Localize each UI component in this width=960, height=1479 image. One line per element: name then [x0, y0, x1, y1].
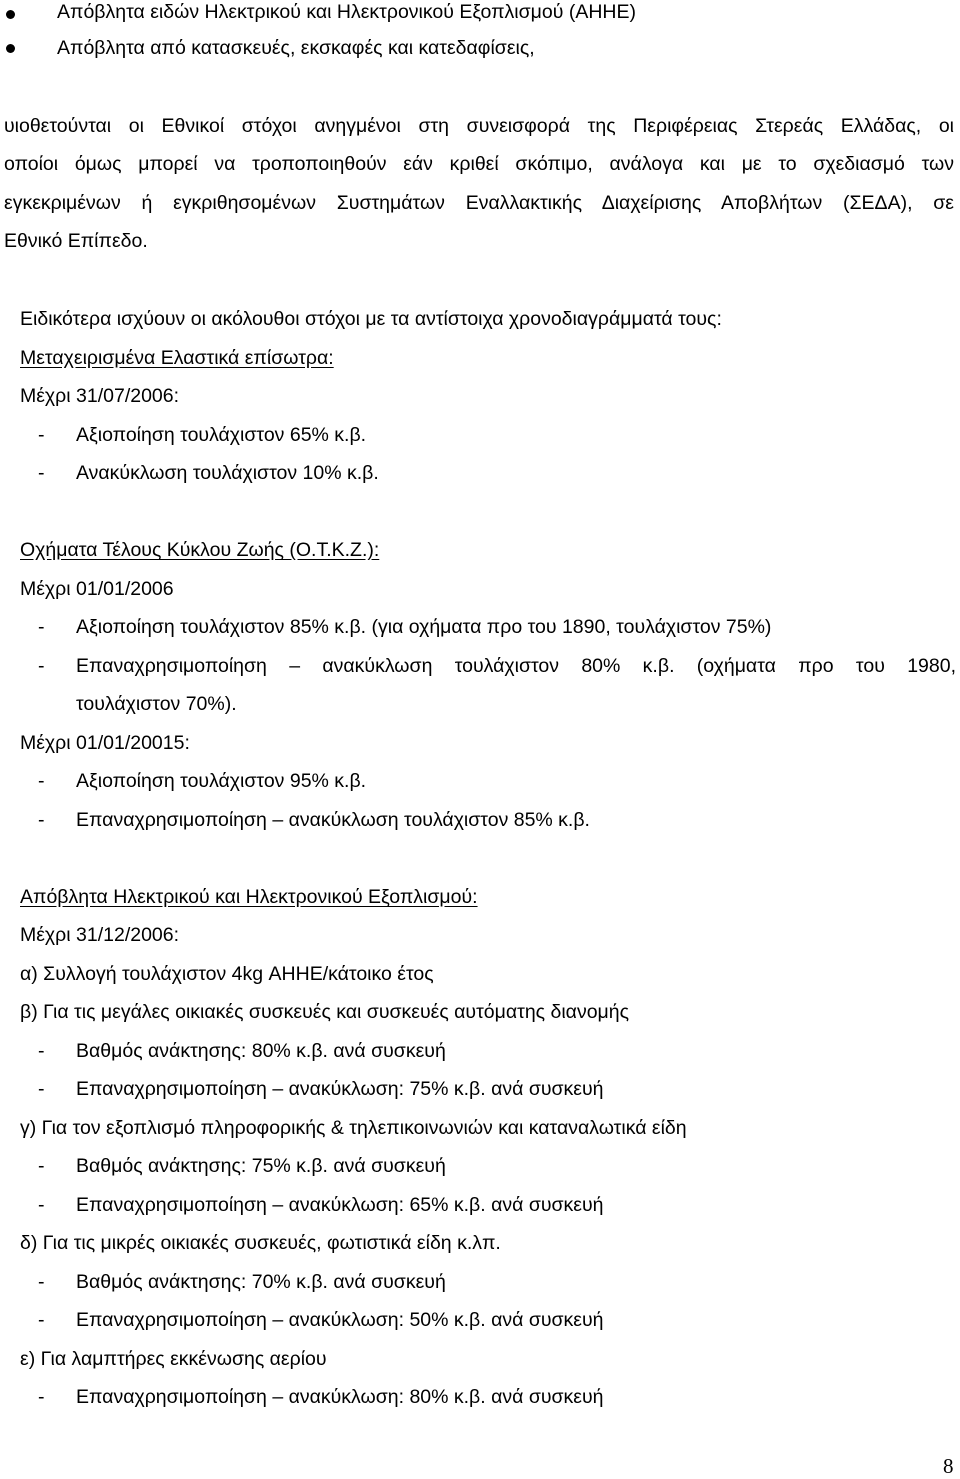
bullet-item: Απόβλητα ειδών Ηλεκτρικού και Ηλεκτρονικού Εξοπλισμού (ΑΗΗΕ)	[57, 1, 637, 23]
list-item-continuation: τουλάχιστον 70%).	[76, 693, 237, 715]
list-item: Βαθμός ανάκτησης: 70% κ.β. ανά συσκευή	[76, 1271, 446, 1293]
intro-text: Ειδικότερα ισχύουν οι ακόλουθοι στόχοι με τα αντίστοιχα χρονοδιαγράμματά τους:	[20, 308, 722, 330]
target-a: α) Συλλογή τουλάχιστον 4kg ΑΗΗΕ/κάτοικο έτος	[20, 963, 434, 985]
bullet-icon	[6, 44, 15, 53]
list-item: Αξιοποίηση τουλάχιστον 85% κ.β. (για οχήματα προ του 1890, τουλάχιστον 75%)	[76, 616, 772, 638]
section-heading-tyres: Μεταχειρισμένα Ελαστικά επίσωτρα:	[20, 347, 334, 369]
list-item: Επαναχρησιμοποίηση – ανακύκλωση: 65% κ.β. ανά συσκευή	[76, 1194, 604, 1216]
section-heading-vehicles: Οχήματα Τέλους Κύκλου Ζωής (Ο.Τ.Κ.Ζ.):	[20, 539, 380, 561]
list-item: Επαναχρησιμοποίηση – ανακύκλωση: 80% κ.β. ανά συσκευή	[76, 1386, 604, 1408]
target-b: β) Για τις μεγάλες οικιακές συσκευές και συσκευές αυτόματης διανομής	[20, 1001, 630, 1023]
list-item: Αξιοποίηση τουλάχιστον 65% κ.β.	[76, 424, 367, 446]
list-item: Επαναχρησιμοποίηση – ανακύκλωση τουλάχιστον 85% κ.β.	[76, 809, 590, 831]
dash-marker: -	[38, 424, 45, 446]
dash-marker: -	[38, 1155, 45, 1177]
dash-marker: -	[38, 809, 45, 831]
target-d: δ) Για τις μικρές οικιακές συσκευές, φωτιστικά είδη κ.λπ.	[20, 1232, 501, 1254]
dash-marker: -	[38, 462, 45, 484]
dash-marker: -	[38, 1078, 45, 1100]
paragraph-line: εγκεκριμένων ή εγκριθησομένων Συστημάτων Εναλλακτικής Διαχείρισης Αποβλήτων (ΣΕΔΑ), σε	[4, 192, 954, 214]
paragraph-line: οποίοι όμως μπορεί να τροποποιηθούν εάν κριθεί σκόπιμο, ανάλογα και με το σχεδιασμό των	[4, 153, 954, 175]
list-item: Βαθμός ανάκτησης: 75% κ.β. ανά συσκευή	[76, 1155, 446, 1177]
list-item: Επαναχρησιμοποίηση – ανακύκλωση τουλάχιστον 80% κ.β. (οχήματα προ του 1980,	[76, 655, 956, 677]
dash-marker: -	[38, 1194, 45, 1216]
section-heading-weee: Απόβλητα Ηλεκτρικού και Ηλεκτρονικού Εξοπλισμού:	[20, 886, 478, 908]
dash-marker: -	[38, 1386, 45, 1408]
dash-marker: -	[38, 616, 45, 638]
list-item: Βαθμός ανάκτησης: 80% κ.β. ανά συσκευή	[76, 1040, 446, 1062]
list-item: Επαναχρησιμοποίηση – ανακύκλωση: 75% κ.β. ανά συσκευή	[76, 1078, 604, 1100]
bullet-icon	[6, 10, 15, 19]
list-item: Αξιοποίηση τουλάχιστον 95% κ.β.	[76, 770, 367, 792]
list-item: Ανακύκλωση τουλάχιστον 10% κ.β.	[76, 462, 379, 484]
target-e: ε) Για λαμπτήρες εκκένωσης αερίου	[20, 1348, 327, 1370]
dash-marker: -	[38, 770, 45, 792]
deadline: Μέχρι 31/12/2006:	[20, 924, 180, 946]
deadline: Μέχρι 31/07/2006:	[20, 385, 180, 407]
dash-marker: -	[38, 1309, 45, 1331]
target-c: γ) Για τον εξοπλισμό πληροφορικής & τηλεπικοινωνιών και καταναλωτικά είδη	[20, 1117, 687, 1139]
deadline: Μέχρι 01/01/20015:	[20, 732, 190, 754]
dash-marker: -	[38, 1040, 45, 1062]
paragraph-line: υιοθετούνται οι Εθνικοί στόχοι ανηγμένοι στη συνεισφορά της Περιφέρειας Στερεάς Ελλάδας, οι	[4, 115, 954, 137]
dash-marker: -	[38, 655, 45, 677]
list-item: Επαναχρησιμοποίηση – ανακύκλωση: 50% κ.β. ανά συσκευή	[76, 1309, 604, 1331]
bullet-item: Απόβλητα από κατασκευές, εκσκαφές και κατεδαφίσεις,	[57, 37, 535, 59]
deadline: Μέχρι 01/01/2006	[20, 578, 174, 600]
page-number: 8	[943, 1454, 954, 1478]
paragraph-line: Εθνικό Επίπεδο.	[4, 230, 148, 252]
dash-marker: -	[38, 1271, 45, 1293]
